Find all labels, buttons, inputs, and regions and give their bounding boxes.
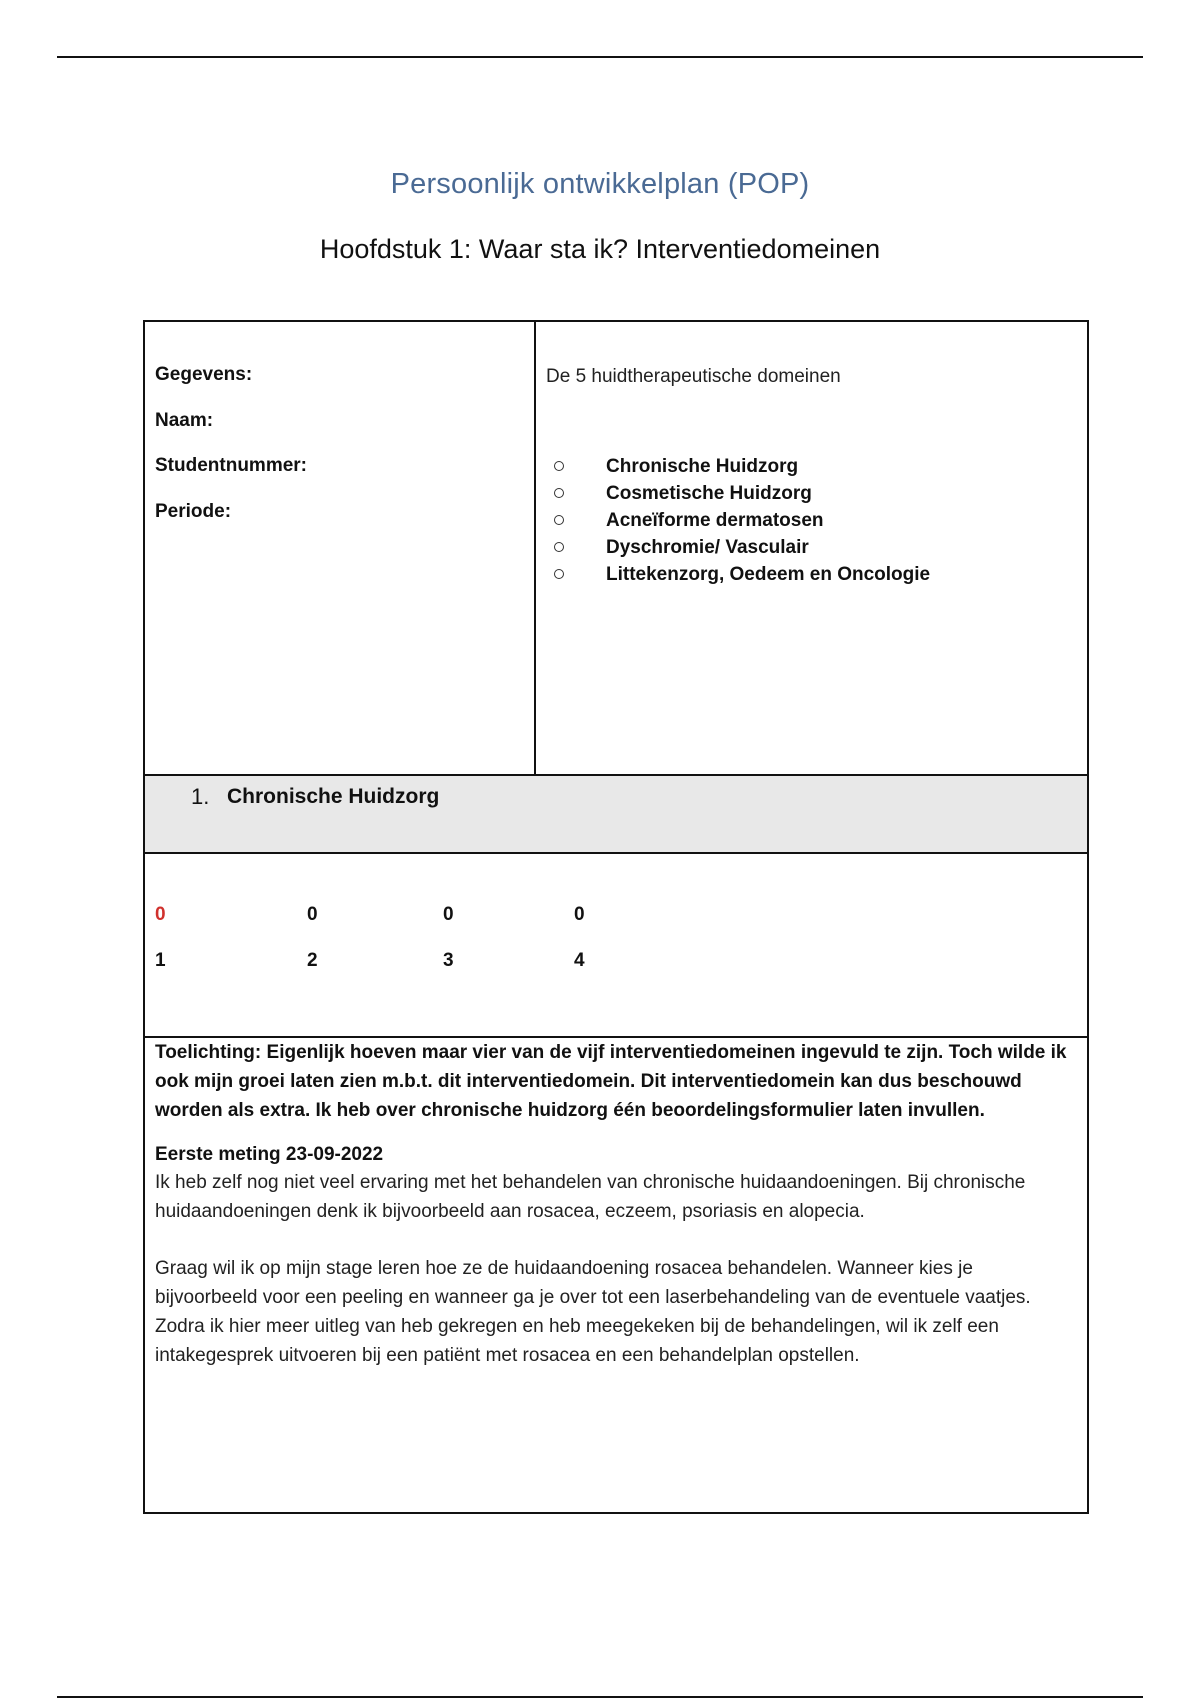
measurement-paragraph-1: Ik heb zelf nog niet veel ervaring met het behandelen van chronische huidaandoeningen. Bij chronische huidaandoeningen denk ik bijvoorbeeld aan rosacea, eczeem, psoriasis en alopecia.: [155, 1172, 1026, 1222]
footer-rule: [57, 1696, 1143, 1698]
circle-bullet-icon: [554, 542, 564, 552]
pop-table: [143, 320, 1089, 1514]
domain-label: Littekenzorg, Oedeem en Oncologie: [606, 564, 931, 585]
rating-option-2[interactable]: 0: [307, 904, 318, 925]
rating-value-2: 2: [307, 950, 318, 971]
domain-label: Dyschromie/ Vasculair: [606, 537, 809, 558]
section-title: Chronische Huidzorg: [227, 785, 440, 808]
rating-value-1: 1: [155, 950, 166, 971]
chapter-title: Hoofdstuk 1: Waar sta ik? Interventiedomeinen: [319, 234, 881, 264]
rating-value-4: 4: [574, 950, 585, 971]
details-heading: Gegevens:: [155, 364, 253, 385]
section-number: 1.: [191, 784, 210, 809]
header-rule: [57, 56, 1143, 58]
student-number-label: Studentnummer:: [155, 455, 307, 476]
rating-value-3: 3: [443, 950, 454, 971]
rating-scale: [145, 854, 1087, 1038]
explanation-text: Toelichting: Eigenlijk hoeven maar vier van de vijf interventiedomeinen ingevuld te zijn. Toch wilde ik ook mijn groei laten zien m.b.t. dit interventiedomein. Dit interventiedomein kan dus beschouwd worden als extra. Ik heb over chronische huidzorg één beoordelingsformulier laten invullen.: [155, 1042, 1067, 1121]
reflection-cell: [145, 1038, 1087, 1512]
circle-bullet-icon: [554, 515, 564, 525]
rating-option-4[interactable]: 0: [574, 904, 585, 925]
period-label: Periode:: [155, 501, 232, 522]
domains-heading: De 5 huidtherapeutische domeinen: [546, 366, 841, 387]
name-label: Naam:: [155, 410, 214, 431]
domain-label: Chronische Huidzorg: [606, 456, 799, 477]
domain-label: Cosmetische Huidzorg: [606, 483, 812, 504]
details-cell: [145, 322, 536, 776]
circle-bullet-icon: [554, 488, 564, 498]
document-title: Persoonlijk ontwikkelplan (POP): [390, 168, 810, 200]
rating-option-1-selected[interactable]: 0: [155, 904, 166, 925]
measurement-heading: Eerste meting 23-09-2022: [155, 1144, 384, 1165]
circle-bullet-icon: [554, 461, 564, 471]
domain-label: Acneïforme dermatosen: [606, 510, 824, 531]
measurement-paragraph-2: Graag wil ik op mijn stage leren hoe ze de huidaandoening rosacea behandelen. Wanneer kies je bijvoorbeeld voor een peeling en wanneer ga je over tot een laserbehandeling van de eventuele vaatjes. Zodra ik hier meer uitleg van heb gekregen en heb meegekeken bij de behandelingen, wil ik zelf een intakegesprek uitvoeren bij een patiënt met rosacea en een behandelplan opstellen.: [155, 1258, 1031, 1366]
domains-cell: [536, 322, 1087, 776]
section-header: [145, 776, 1087, 854]
circle-bullet-icon: [554, 569, 564, 579]
rating-option-3[interactable]: 0: [443, 904, 454, 925]
